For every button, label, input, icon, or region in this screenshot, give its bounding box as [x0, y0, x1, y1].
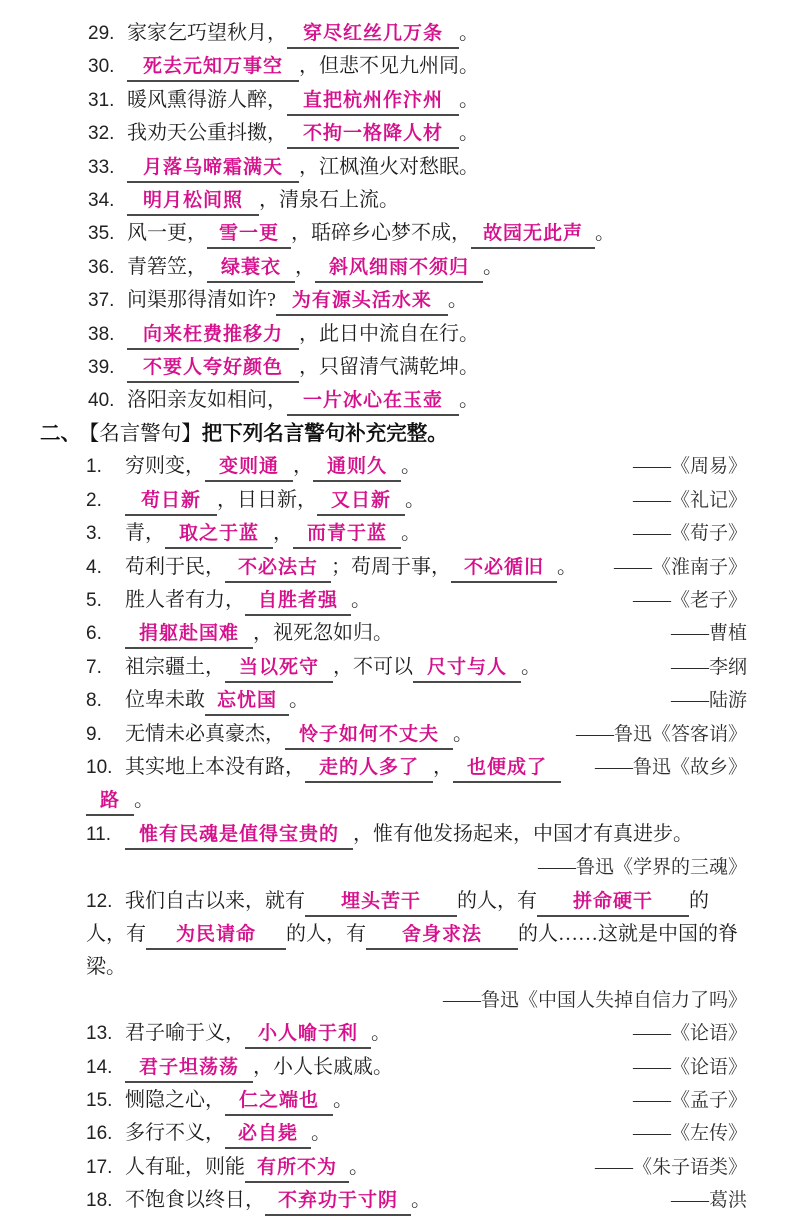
item-text-segment: 。 — [401, 522, 422, 545]
quiz-item — [86, 818, 747, 851]
answer-blank: 捐躯赴国难 — [125, 623, 253, 649]
item-main-text — [86, 1184, 661, 1217]
answer-blank: 又日新 — [317, 490, 405, 516]
item-main-text — [88, 89, 479, 111]
attribution-row — [86, 851, 747, 884]
item-text-segment: 。 — [311, 1122, 332, 1145]
item-main-text — [88, 22, 479, 44]
item-number: 13. — [86, 1023, 113, 1045]
item-number: 11. — [86, 823, 112, 845]
answer-blank: 不弃功于寸阴 — [265, 1190, 411, 1216]
attribution: ——《淮南子》 — [613, 556, 747, 578]
answer-blank: 有所不为 — [245, 1157, 349, 1183]
item-text-segment: ， — [273, 522, 294, 545]
answer-blank: 斜风细雨不须归 — [315, 257, 483, 283]
item-number: 18. — [86, 1190, 113, 1212]
item-text-segment: ， — [293, 455, 314, 478]
item-text-segment: 。 — [521, 655, 542, 678]
answer-blank: 君子坦荡荡 — [125, 1057, 253, 1083]
item-text-segment: 的人，有 — [286, 922, 367, 945]
attribution: ——鲁迅《中国人失掉自信力了吗》 — [442, 989, 747, 1011]
answer-blank: 仁之端也 — [225, 1090, 333, 1116]
item-text-segment: 。 — [459, 389, 480, 412]
item-main-text — [88, 289, 468, 311]
item-main-text — [86, 551, 604, 584]
item-text-segment: ，不可以 — [333, 655, 414, 678]
attribution: ——鲁迅《答客诮》 — [575, 723, 747, 745]
item-main-text — [86, 684, 661, 717]
item-number: 32. — [88, 123, 115, 145]
item-number: 10. — [86, 756, 113, 778]
attribution: ——曹植 — [670, 623, 747, 645]
quiz-item — [86, 1051, 747, 1084]
item-main-text — [86, 1084, 623, 1117]
item-text-segment: ，日日新， — [217, 488, 318, 511]
item-text-segment: 。 — [459, 122, 480, 145]
item-number: 16. — [86, 1123, 113, 1145]
attribution: ——《论语》 — [632, 1023, 747, 1045]
item-main-text — [86, 484, 623, 517]
item-text-segment: 我们自古以来，就有 — [125, 889, 305, 912]
item-number: 9. — [86, 723, 102, 745]
item-text-segment: ，清泉石上流。 — [259, 189, 400, 212]
item-main-text — [86, 1117, 623, 1150]
item-text-segment: 的人，有 — [457, 889, 538, 912]
item-text-segment: 。 — [483, 255, 504, 278]
attribution: ——《周易》 — [632, 456, 747, 478]
item-number: 34. — [88, 190, 115, 212]
item-text-segment: ，只留清气满乾坤。 — [299, 356, 480, 379]
item-number: 12. — [86, 890, 113, 912]
item-main-text — [86, 1151, 585, 1184]
item-number: 6. — [86, 623, 102, 645]
item-text-segment: 。 — [351, 588, 372, 611]
answer-blank: 一片冰心在玉壶 — [287, 390, 459, 416]
quiz-item — [86, 617, 747, 650]
answer-blank: 明月松间照 — [127, 190, 259, 216]
item-text-segment: 。 — [289, 689, 310, 712]
item-text-segment: 位卑未敢 — [125, 689, 205, 712]
quiz-item — [86, 684, 747, 717]
attribution: ——《礼记》 — [632, 489, 747, 511]
attribution: ——《荀子》 — [632, 523, 747, 545]
attribution: ——鲁迅《故乡》 — [594, 756, 747, 778]
item-number: 2. — [86, 489, 102, 511]
item-text-segment: 。 — [557, 555, 578, 578]
item-text-segment: 。 — [401, 455, 422, 478]
item-main-text — [86, 823, 693, 845]
item-number: 29. — [88, 23, 115, 44]
answer-blank: 惟有民魂是值得宝贵的 — [125, 824, 353, 850]
item-text-segment: 。 — [411, 1189, 432, 1212]
quiz-item — [86, 1151, 747, 1184]
quiz-item — [86, 450, 747, 483]
item-number: 14. — [86, 1056, 113, 1078]
item-number: 7. — [86, 656, 102, 678]
quiz-item — [88, 184, 747, 217]
item-main-text — [88, 55, 479, 77]
item-text-segment: 恻隐之心， — [125, 1089, 225, 1111]
quiz-item — [86, 1084, 747, 1117]
item-number: 1. — [86, 456, 102, 478]
answer-blank: 为民请命 — [146, 924, 286, 950]
attribution: ——《朱子语类》 — [594, 1156, 747, 1178]
answer-blank: 死去元知万事空 — [127, 56, 299, 82]
item-text-segment: 君子喻于义， — [125, 1022, 245, 1045]
attribution: ——《老子》 — [632, 589, 747, 611]
item-text-segment: ， — [295, 255, 316, 278]
answer-blank: 苟日新 — [125, 490, 217, 516]
item-text-segment: 无情未必真豪杰， — [125, 722, 285, 745]
item-main-text — [86, 450, 623, 483]
item-text-segment: 其实地上本没有路， — [125, 755, 305, 778]
item-text-segment: 。 — [595, 222, 616, 245]
item-main-text — [86, 517, 623, 550]
answer-blank: 故园无此声 — [471, 223, 595, 249]
item-text-segment: 。 — [453, 722, 474, 745]
item-number: 33. — [88, 156, 115, 178]
quiz-item — [88, 117, 747, 150]
quiz-item — [86, 885, 747, 984]
quiz-item — [88, 17, 747, 50]
item-text-segment: 青箬笠， — [127, 255, 207, 278]
item-text-segment: ，小人长戚戚。 — [253, 1055, 394, 1078]
quiz-item — [88, 284, 747, 317]
section1-poetry-list — [0, 17, 793, 418]
quiz-item — [86, 651, 747, 684]
item-number: 36. — [88, 256, 115, 278]
item-text-segment: 问渠那得清如许? — [127, 289, 276, 312]
quiz-item — [86, 551, 747, 584]
item-text-segment: 洛阳亲友如相问， — [127, 389, 287, 412]
item-text-segment: 。 — [459, 88, 480, 111]
attribution: ——李纲 — [670, 656, 747, 678]
item-main-text — [88, 189, 399, 211]
item-text-segment: ，视死忽如归。 — [253, 622, 394, 645]
item-text-segment: 穷则变， — [125, 455, 205, 478]
section2-header — [40, 418, 793, 450]
item-text-segment: ，江枫渔火对愁眠。 — [299, 155, 480, 178]
answer-blank: 必自毙 — [225, 1123, 311, 1149]
item-text-segment: 苟利于民， — [125, 555, 225, 578]
item-number: 38. — [88, 323, 115, 345]
answer-blank: 不要人夸好颜色 — [127, 357, 299, 383]
item-number: 39. — [88, 357, 115, 379]
quiz-item — [88, 251, 747, 284]
item-main-text — [88, 222, 615, 244]
answer-blank: 月落乌啼霜满天 — [127, 157, 299, 183]
item-number: 3. — [86, 523, 102, 545]
item-text-segment: 。 — [459, 22, 480, 44]
quiz-item — [88, 318, 747, 351]
item-text-segment: 。 — [349, 1155, 370, 1178]
item-text-segment: ，但悲不见九州同。 — [299, 55, 480, 78]
attribution: ——《左传》 — [632, 1123, 747, 1145]
quiz-item — [86, 517, 747, 550]
item-main-text — [86, 651, 661, 684]
section2-bracket-tag: 【名言警句】 — [89, 421, 202, 445]
item-number: 31. — [88, 89, 115, 111]
answer-blank: 不拘一格降人材 — [287, 123, 459, 149]
item-main-text — [86, 718, 566, 751]
item-text-segment: 不饱食以终日， — [125, 1189, 265, 1212]
item-text-segment: 青， — [125, 522, 165, 545]
section2-quotes-list — [0, 450, 793, 1217]
quiz-item — [86, 751, 747, 818]
quiz-item — [88, 351, 747, 384]
item-main-text — [88, 389, 479, 411]
item-number: 30. — [88, 56, 115, 78]
answer-blank: 穿尽红丝几万条 — [287, 23, 459, 49]
item-text-segment: ；苟周于事， — [331, 555, 452, 578]
item-text-segment: 风一更， — [127, 222, 207, 245]
answer-blank: 小人喻于利 — [245, 1023, 371, 1049]
item-text-segment: 多行不义， — [125, 1122, 225, 1145]
answer-blank: 怜子如何不丈夫 — [285, 724, 453, 750]
item-text-segment: 家家乞巧望秋月， — [127, 22, 287, 44]
answer-blank: 直把杭州作汴州 — [287, 90, 459, 116]
item-text-segment: 暖风熏得游人醉， — [127, 88, 287, 111]
attribution: ——鲁迅《学界的三魂》 — [537, 857, 747, 879]
answer-blank: 而青于蓝 — [293, 523, 401, 549]
item-text-segment: ， — [433, 755, 454, 778]
item-text-segment: 的人……这就是中国的脊梁。 — [86, 922, 739, 979]
item-main-text — [86, 617, 661, 650]
quiz-item — [86, 1017, 747, 1050]
item-text-segment: ，惟有他发扬起来，中国才有真进步。 — [353, 822, 694, 845]
quiz-item — [86, 584, 747, 617]
item-number: 8. — [86, 690, 102, 712]
item-text-segment: ，聒碎乡心梦不成， — [291, 222, 472, 245]
item-number: 37. — [88, 290, 115, 312]
item-number: 5. — [86, 589, 102, 611]
answer-blank: 忘忧国 — [205, 690, 289, 716]
quiz-item — [88, 151, 747, 184]
attribution: ——《论语》 — [632, 1056, 747, 1078]
item-text-segment: 胜人者有力， — [125, 588, 245, 611]
item-main-text — [86, 584, 623, 617]
answer-blank: 绿蓑衣 — [207, 257, 295, 283]
answer-blank: 埋头苦干 — [305, 891, 457, 917]
answer-blank: 拼命硬干 — [537, 891, 689, 917]
item-main-text — [86, 1017, 623, 1050]
quiz-item — [86, 1184, 747, 1217]
item-text-segment: 。 — [134, 789, 155, 812]
item-number: 15. — [86, 1090, 113, 1111]
answer-blank: 也便成了路 — [86, 757, 561, 816]
item-main-text — [88, 323, 479, 345]
item-main-text — [88, 122, 479, 144]
item-main-text — [86, 751, 585, 818]
answer-blank: 不必法古 — [225, 557, 331, 583]
answer-blank: 取之于蓝 — [165, 523, 273, 549]
attribution: ——葛洪 — [670, 1190, 747, 1212]
item-text-segment: 人有耻，则能 — [125, 1155, 245, 1178]
item-number: 17. — [86, 1156, 113, 1178]
quiz-item — [86, 484, 747, 517]
item-main-text — [86, 890, 738, 979]
quiz-item — [88, 84, 747, 117]
answer-blank: 舍身求法 — [366, 924, 518, 950]
section2-instruction: 把下列名言警句补充完整。 — [201, 421, 448, 445]
quiz-item — [86, 1117, 747, 1150]
item-text-segment: ，此日中流自在行。 — [299, 322, 480, 345]
item-text-segment: 。 — [405, 488, 426, 511]
answer-blank: 向来枉费推移力 — [127, 324, 299, 350]
quiz-item — [88, 217, 747, 250]
item-text-segment: 。 — [447, 289, 468, 312]
item-text-segment: 。 — [333, 1089, 354, 1111]
item-text-segment: 的人，有 — [86, 889, 710, 945]
attribution-row — [86, 984, 747, 1017]
item-number: 35. — [88, 223, 115, 245]
answer-blank: 不必循旧 — [451, 557, 557, 583]
answer-blank: 变则通 — [205, 456, 293, 482]
section2-number-label: 二、 — [40, 421, 81, 445]
answer-blank: 当以死守 — [225, 657, 333, 683]
attribution: ——陆游 — [670, 690, 747, 712]
item-text-segment: 祖宗疆土， — [125, 655, 225, 678]
item-main-text — [88, 356, 479, 378]
item-text-segment: 我劝天公重抖擞， — [127, 122, 287, 145]
answer-blank: 自胜者强 — [245, 590, 351, 616]
answer-blank: 雪一更 — [207, 223, 291, 249]
answer-blank: 通则久 — [313, 456, 401, 482]
item-number: 4. — [86, 556, 102, 578]
item-number: 40. — [88, 390, 115, 412]
item-main-text — [88, 156, 479, 178]
item-main-text — [88, 256, 503, 278]
quiz-item — [88, 384, 747, 417]
item-text-segment: 。 — [371, 1022, 392, 1045]
answer-blank: 走的人多了 — [305, 757, 433, 783]
quiz-item — [86, 718, 747, 751]
attribution: ——《孟子》 — [632, 1090, 747, 1111]
answer-blank: 尺寸与人 — [413, 657, 521, 683]
answer-blank: 为有源头活水来 — [276, 290, 448, 316]
quiz-item — [88, 50, 747, 83]
item-main-text — [86, 1051, 623, 1084]
